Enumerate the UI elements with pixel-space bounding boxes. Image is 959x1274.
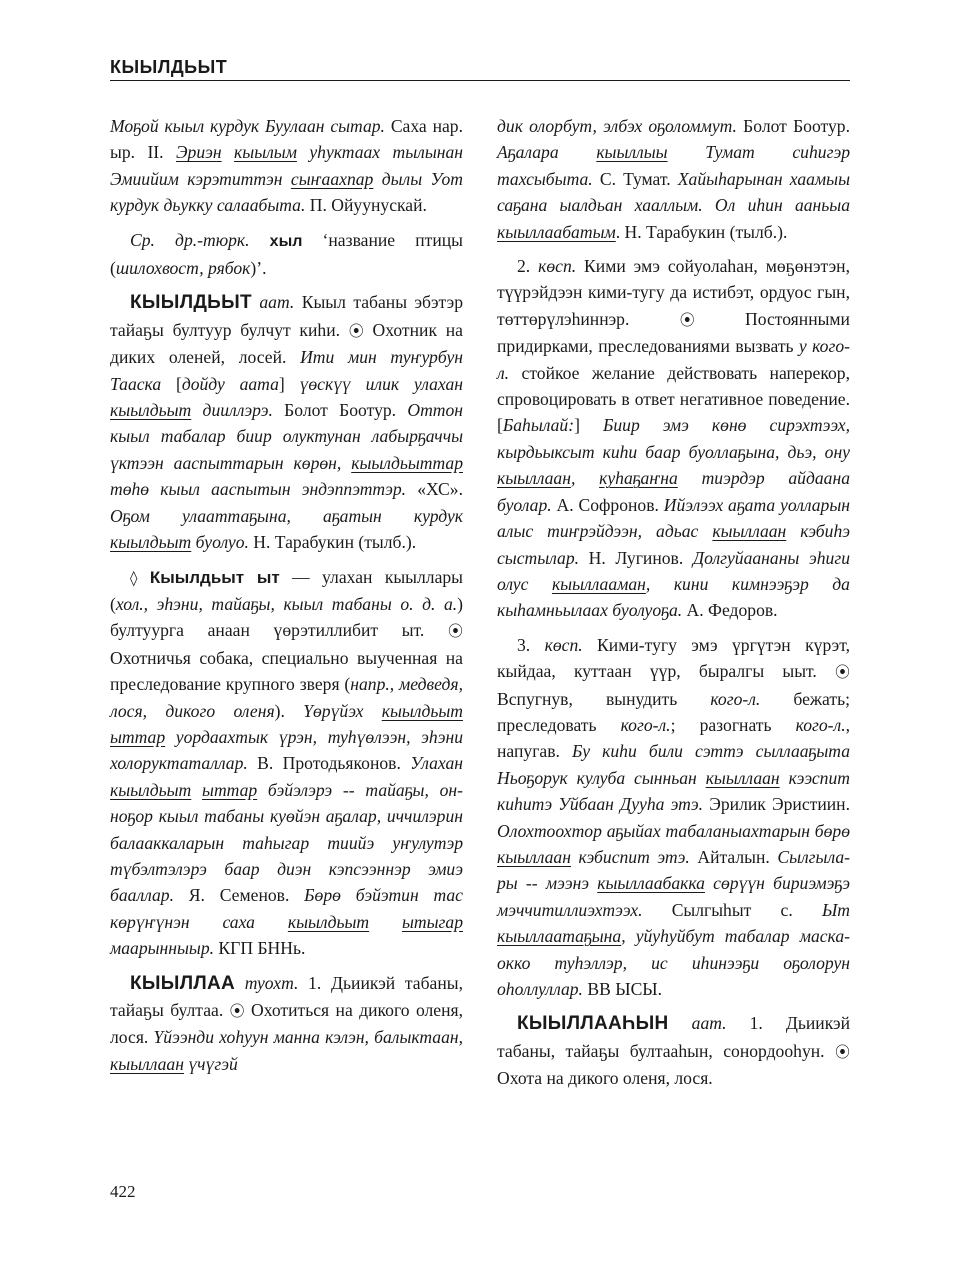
- sense-2: 2. көсп. Кими эмэ сойуолаһан, мөҕөнэтэн, түүрэйдээн кими-тугу да истибэт, ордуос гын, төттөрүлэһиннэр. ⦿ Постоянными придирками, преследованиями вызвать у кого-л. стойкое желание действовать наперекор, спровоцировать в ответ негативное поведение. [Баһылай:] Биир эмэ көнө сирэхтээх, кырдьыксыт киһи баар буоллаҕына, дьэ, ону кыыллаан, куһаҕаҥна тиэрдэр айдаана буолар. А. Софронов. Ийэлээх аҕата уолларын алыс тиҥрэйдээн, адьас кыыллаан кэбиһэ сыстылар. Н. Лугинов. Долгуйаананы эһиги олус кыыллааман, кини кимнээҕэр да кыһамньылаах буолуоҕа. А. Федоров.: [497, 256, 851, 621]
- entry-continuation: Моҕой кыыл курдук Буулаан сытар. Саха нар. ыр. II. Эриэн кыылым уһуктаах тылынан Эмиийим кэрэтиттэн сыҥаахпар дылы Уот курдук дьукку салаабыта. П. Ойуунускай.: [110, 116, 463, 216]
- headword: КЫЫЛЛАА: [130, 972, 236, 994]
- headword: КЫЫЛЛААҺЫН: [517, 1013, 669, 1035]
- translation-marker-icon: ⦿: [834, 1042, 850, 1061]
- translation-marker-icon: ⦿: [229, 1002, 245, 1020]
- translation-marker-icon: ⦿: [348, 321, 364, 340]
- translation-marker-icon: ⦿: [679, 310, 695, 329]
- headword: КЫЫЛДЬЫТ: [130, 292, 252, 314]
- translation-marker-icon: ⦿: [447, 622, 463, 641]
- diamond-icon: ◊: [130, 568, 138, 587]
- running-head: КЫЫЛДЬЫТ: [110, 57, 850, 81]
- sense-3: 3. көсп. Кими-тугу эмэ үргүтэн күрэт, кыйдаа, куттаан үүр, быралгы ыыт. ⦿ Вспугнув, вынудить кого-л. бежать; преследовать кого-л.; разогнать кого-л., напугав. Бу киһи били сэттэ сыллааҕыта Ньоҕорук кулуба сынньан кыыллаан кээспит киһитэ Уйбаан Дууһа этэ. Эрилик Эристиин. Олохтоохтор аҕыйах табаланыахтарын бөрө кыыллаан кэбиспит этэ. Айталын. Сылгылары -- мээнэ кыыллаабакка сөрүүн бириэмэҕэ мэччитиллиэхтээх. Сылгыһыт с. Ыт кыыллаатаҕына, уйуһуйбут табалар маска-окко туһэллэр, ис иһинээҕи оҕолорун оһоллуллар. ВВ ЫСЫ.: [497, 634, 851, 999]
- right-column: [497, 113, 850, 1092]
- entry-kyyllaahyn: КЫЫЛЛААҺЫН аат. 1. Дьиикэй табаны, тайаҕы бултааһын, сонордооһун. ⦿ Охота на дикого оленя, лося.: [497, 1013, 850, 1089]
- translation-marker-icon: ⦿: [834, 663, 850, 682]
- entry-kyyldyt: КЫЫЛДЬЫТ аат. Кыыл табаны эбэтэр тайаҕы бултуур булчут киһи. ⦿ Охотник на диких оленей, лосей. Ити мин туҥурбун Тааска [дойду аата] үөскүү илик улахан кыылдьыт дииллэрэ. Болот Боотур. Оттон кыыл табалар биир олуктунан лабырҕаччы үктээн ааспыттарын көрөн, кыылдьыттар төһө кыыл ааспытын эндэппэттэр. «ХС». Оҕом улааттаҕына, аҕатын курдук кыылдьыт буолуо. Н. Тарабукин (тылб.).: [110, 292, 464, 553]
- etymology-note: Ср. др.-тюрк. хыл ‘название птицы (шилохвост, рябок)’.: [110, 229, 463, 279]
- entry-continuation: дик олорбут, элбэх оҕоломмут. Болот Боотур. Аҕалара кыыллыы Тумат сиһигэр тахсыбыта. С. Тумат. Хайыһарынан хаамыы саҕана ыалдьан хааллым. Ол иһин ааньыа кыыллаабатым. Н. Тарабукин (тылб.).: [497, 116, 850, 242]
- entry-kyyllaa: КЫЫЛЛАА туохт. 1. Дьиикэй табаны, тайаҕы бултаа. ⦿ Охотиться на дикого оленя, лося. Үйээнди хоһуун манна кэлэн, балыктаан, кыыллаан үчүгэй: [110, 972, 464, 1074]
- left-column: [110, 113, 463, 1077]
- phrase-kyyldyt-yt: ◊ Кыылдьыт ыт — улахан кыыллары (хол., эһэни, тайаҕы, кыыл табаны о. д. а.) бултуурга анаан үөрэтиллибит ыт. ⦿ Охотничья собака, специально выученная на преследование крупного зверя (напр., медведя, лося, дикого оленя). Үөрүйэх кыылдьыт ыттар уордаахтык үрэн, туһүөлээн, эһэни холоруктаталлар. В. Протодьяконов. Улахан кыылдьыт ыттар бэйэлэрэ -- тайаҕы, онноҕор кыыл табаны куөйэн аҕалар, иччилэрин балааккаларын таһыгар тиийэ уҥулутэр түбэлтэлэрэ баар диэн кэпсээннэр эмиэ бааллар. Я. Семенов. Бөрө бэйэтин тас көрүҥүнэн саха кыылдьыт ытыгар маарынныыр. КГП БННь.: [110, 566, 463, 959]
- page-number: 422: [110, 1182, 136, 1201]
